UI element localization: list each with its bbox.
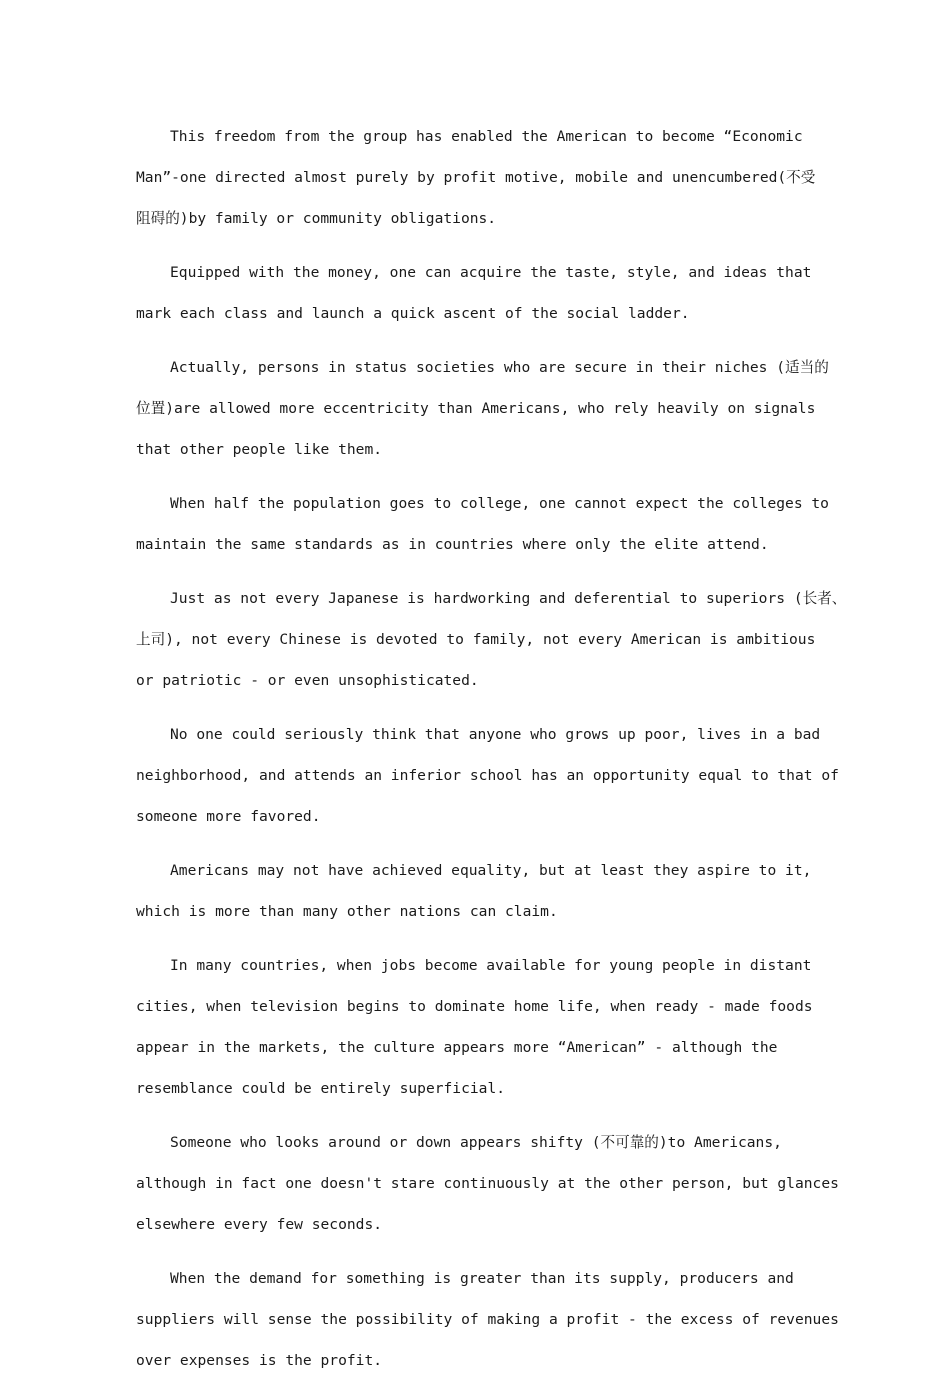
paragraph	[136, 347, 829, 470]
paragraph-line: Someone who looks around or down appears shifty (不可靠的)to Americans,	[170, 1134, 782, 1151]
paragraph-line: 上司), not every Chinese is devoted to family, not every American is ambitious	[136, 631, 816, 648]
paragraph-line: appear in the markets, the culture appears more “American” - although the	[136, 1039, 778, 1056]
paragraph	[136, 850, 816, 932]
document-body	[136, 116, 847, 1394]
paragraph-line: mark each class and launch a quick ascent of the social ladder.	[136, 305, 690, 322]
paragraph	[136, 1258, 839, 1381]
paragraph-line: Equipped with the money, one can acquire the taste, style, and ideas that	[170, 264, 812, 281]
paragraph	[136, 116, 816, 239]
paragraph-line: over expenses is the profit.	[136, 1352, 383, 1369]
paragraph-line: No one could seriously think that anyone who grows up poor, lives in a bad	[170, 726, 821, 743]
paragraph	[136, 945, 816, 1109]
paragraph-line: that other people like them.	[136, 441, 383, 458]
paragraph-line: someone more favored.	[136, 808, 321, 825]
paragraph	[136, 714, 839, 837]
paragraph-line: which is more than many other nations can claim.	[136, 903, 558, 920]
paragraph-line: cities, when television begins to dominate home life, when ready - made foods	[136, 998, 813, 1015]
paragraph-line: 位置)are allowed more eccentricity than Americans, who rely heavily on signals	[136, 400, 816, 417]
paragraph-line: or patriotic - or even unsophisticated.	[136, 672, 479, 689]
paragraph-line: neighborhood, and attends an inferior school has an opportunity equal to that of	[136, 767, 839, 784]
paragraph-line: Man”-one directed almost purely by profit motive, mobile and unencumbered(不受	[136, 169, 816, 186]
paragraph-line: maintain the same standards as in countries where only the elite attend.	[136, 536, 769, 553]
paragraph-line: Actually, persons in status societies who are secure in their niches (适当的	[170, 359, 829, 376]
paragraph-line: Just as not every Japanese is hardworking and deferential to superiors (长者、	[170, 590, 847, 607]
paragraph-line: elsewhere every few seconds.	[136, 1216, 383, 1233]
paragraph	[136, 252, 816, 334]
paragraph-line: resemblance could be entirely superficial.	[136, 1080, 506, 1097]
paragraph	[136, 483, 829, 565]
paragraph-line: This freedom from the group has enabled the American to become “Economic	[170, 128, 803, 145]
paragraph	[136, 1122, 839, 1245]
paragraph-line: In many countries, when jobs become available for young people in distant	[170, 957, 812, 974]
paragraph	[136, 578, 847, 701]
paragraph-line: although in fact one doesn't stare continuously at the other person, but glances	[136, 1175, 839, 1192]
paragraph-line: When the demand for something is greater than its supply, producers and	[170, 1270, 794, 1287]
paragraph-line: suppliers will sense the possibility of making a profit - the excess of revenues	[136, 1311, 839, 1328]
paragraph-line: 阻碍的)by family or community obligations.	[136, 210, 497, 227]
paragraph-line: Americans may not have achieved equality, but at least they aspire to it,	[170, 862, 812, 879]
paragraph-line: When half the population goes to college, one cannot expect the colleges to	[170, 495, 829, 512]
